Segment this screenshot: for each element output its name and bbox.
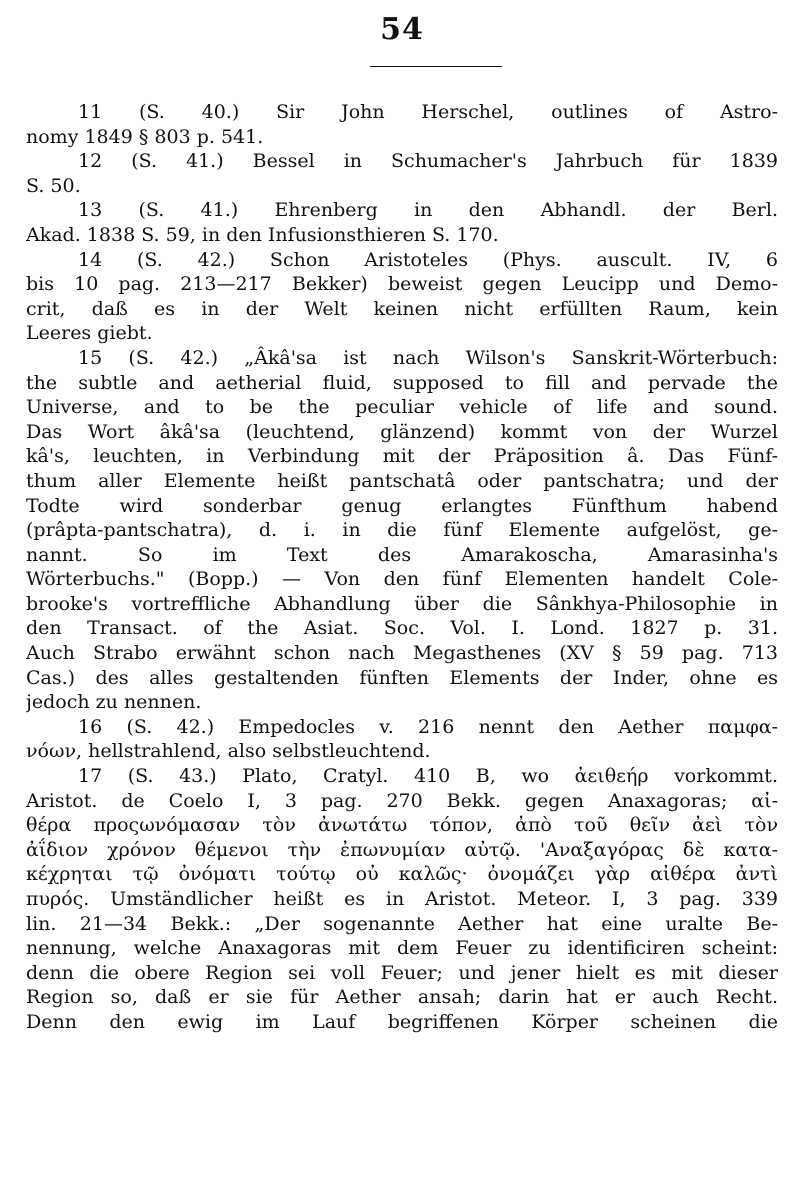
text-line: Wörterbuchs." (Bopp.) — Von den fünf Elementen handelt Cole- [26,568,778,591]
text-line: thum aller Elemente heißt pantschatâ oder pantschatra; und der [26,469,778,492]
text-line: nomy 1849 § 803 p. 541. [26,125,264,148]
text-line: kâ's, leuchten, in Verbindung mit der Präposition â. Das Fünf- [26,445,778,468]
text-line: Akad. 1838 S. 59, in den Infusionsthieren S. 170. [26,223,499,246]
text-line: Universe, and to be the peculiar vehicle of life and sound. [26,396,778,419]
text-line: Cas.) des alles gestaltenden fünften Elements der Inder, ohne es [26,666,778,689]
text-line: 15 (S. 42.) „Âkâ'sa ist nach Wilson's Sanskrit-Wörterbuch: [78,346,778,369]
text-line: 12 (S. 41.) Bessel in Schumacher's Jahrbuch für 1839 [78,150,778,173]
text-line: Todte wird sonderbar genug erlangtes Fünfthum habend [26,494,778,517]
text-line: Denn den ewig im Lauf begriffenen Körper scheinen die [26,1010,778,1033]
footnotes-body [26,100,778,1035]
text-line: the subtle and aetherial fluid, supposed to fill and pervade the [26,371,778,394]
text-line: Das Wort âkâ'sa (leuchtend, glänzend) kommt von der Wurzel [26,420,778,443]
text-line: νόων, hellstrahlend, also selbstleuchtend. [26,740,431,763]
text-line: 17 (S. 43.) Plato, Cratyl. 410 B, wo ἀειθεήρ vorkommt. [78,765,778,788]
text-line: Auch Strabo erwähnt schon nach Megasthenes (XV § 59 pag. 713 [26,642,778,665]
text-line: brooke's vortreffliche Abhandlung über die Sânkhya-Philosophie in [26,592,778,615]
text-line: S. 50. [26,174,81,197]
text-line: ἀΐδιον χρόνον θέμενοι τὴν ἐπωνυμίαν αὐτῷ. 'Αναξαγόρας δὲ κατα- [26,838,778,861]
header-rule [370,66,502,67]
text-line: nannt. So im Text des Amarakoscha, Amarasinha's [26,543,778,566]
text-line: bis 10 pag. 213—217 Bekker) beweist gegen Leucipp und Demo- [26,273,778,296]
text-line: nennung, welche Anaxagoras mit dem Feuer zu identificiren scheint: [26,937,778,960]
text-line: κέχρηται τῷ ὀνόματι τούτῳ οὐ καλῶς· ὀνομάζει γὰρ αἰθέρα ἀντὶ [26,863,778,886]
text-line: Region so, daß er sie für Aether ansah; darin hat er auch Recht. [26,986,778,1009]
text-line: 13 (S. 41.) Ehrenberg in den Abhandl. der Berl. [78,199,778,222]
text-line: 11 (S. 40.) Sir John Herschel, outlines of Astro- [78,101,778,123]
text-line: denn die obere Region sei voll Feuer; und jener hielt es mit dieser [26,961,778,984]
text-line: Leeres giebt. [26,322,153,345]
text-line: (prâpta-pantschatra), d. i. in die fünf Elemente aufgelöst, ge- [26,519,778,542]
document-page [26,0,778,1200]
page-number: 54 [380,12,424,47]
text-line: θέρα προςωνόμασαν τὸν ἀνωτάτω τόπον, ἀπὸ τοῦ θεῖν ἀεὶ τὸν [26,814,778,837]
text-line: πυρός. Umständlicher heißt es in Aristot. Meteor. I, 3 pag. 339 [26,888,778,910]
text-line: lin. 21—34 Bekk.: „Der sogenannte Aether hat eine uralte Be- [26,912,778,935]
text-line: den Transact. of the Asiat. Soc. Vol. I. Lond. 1827 p. 31. [26,617,778,640]
text-line: 14 (S. 42.) Schon Aristoteles (Phys. auscult. IV, 6 [78,248,778,271]
text-line: 16 (S. 42.) Empedocles v. 216 nennt den Aether παμφα- [78,715,778,738]
text-line: jedoch zu nennen. [26,691,202,714]
text-line: Aristot. de Coelo I, 3 pag. 270 Bekk. gegen Anaxagoras; αἰ- [26,789,778,812]
text-line: crit, daß es in der Welt keinen nicht erfüllten Raum, kein [26,297,778,320]
